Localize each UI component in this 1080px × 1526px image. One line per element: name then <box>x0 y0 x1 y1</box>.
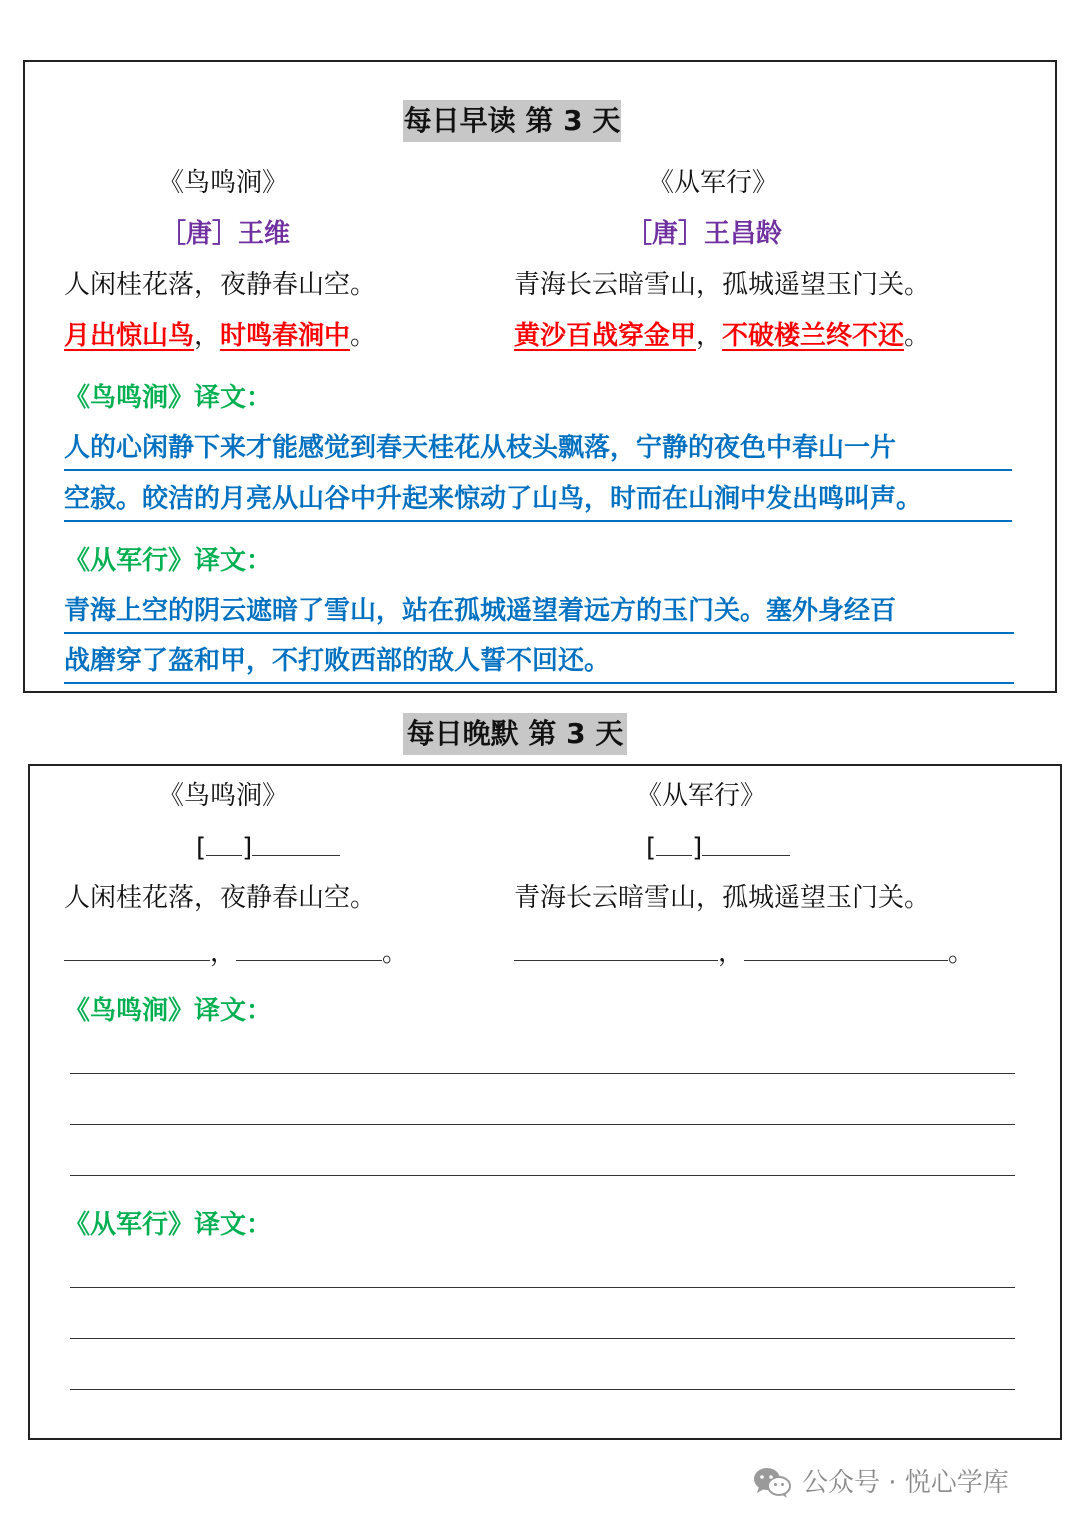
evening-poem1-translation-label: 《鸟鸣涧》译文： <box>64 996 273 1026</box>
evening-poem1-author-blank[interactable] <box>196 829 340 866</box>
writing-line[interactable] <box>70 1124 1015 1125</box>
period: 。 <box>382 938 409 968</box>
poem2-author: ［唐］王昌龄 <box>626 219 783 249</box>
poem2-line1: 青海长云暗雪山，孤城遥望玉门关。 <box>514 270 931 300</box>
evening-poem1-title: 《鸟鸣涧》 <box>158 781 289 811</box>
watermark <box>752 1463 1009 1503</box>
bracket-close: ] <box>242 833 253 863</box>
poem2-translation-line2: 战磨穿了盔和甲，不打败西部的敌人誓不回还。 <box>64 643 1014 684</box>
poem1-line2-sep: ， <box>194 321 221 351</box>
evening-poem2-line2-blanks[interactable] <box>514 934 974 971</box>
bracket-open: [ <box>196 833 207 863</box>
poem2-line2-part-b: 不破楼兰终不还 <box>722 321 905 351</box>
fill-blank-1[interactable] <box>514 934 718 961</box>
dynasty-blank[interactable] <box>656 829 692 856</box>
poem1-translation-label: 《鸟鸣涧》译文： <box>64 383 273 413</box>
poem1-translation-line2: 空寂。皎洁的月亮从山谷中升起来惊动了山鸟，时而在山涧中发出鸣叫声。 <box>64 481 1012 522</box>
poem2-line2-sep: ， <box>696 321 723 351</box>
writing-line[interactable] <box>70 1338 1015 1339</box>
poem1-line2-part-a: 月出惊山鸟 <box>64 321 195 351</box>
evening-poem2-line1: 青海长云暗雪山，孤城遥望玉门关。 <box>514 883 931 913</box>
evening-poem2-author-blank[interactable] <box>646 829 790 866</box>
poem2-line2-end: 。 <box>904 321 931 351</box>
wechat-icon <box>752 1466 792 1500</box>
poem2-line2-part-a: 黄沙百战穿金甲 <box>514 321 697 351</box>
author-name-blank[interactable] <box>252 829 340 856</box>
fill-blank-2[interactable] <box>744 934 948 961</box>
dynasty-blank[interactable] <box>206 829 242 856</box>
author-name-blank[interactable] <box>702 829 790 856</box>
poem1-line2-part-b: 时鸣春涧中 <box>220 321 351 351</box>
poem1-line2-end: 。 <box>350 321 377 351</box>
poem2-title: 《从军行》 <box>648 168 779 198</box>
fill-blank-1[interactable] <box>64 934 210 961</box>
bracket-open: [ <box>646 833 657 863</box>
poem1-author: ［唐］王维 <box>160 219 291 249</box>
poem1-translation-line1: 人的心闲静下来才能感觉到春天桂花从枝头飘落，宁静的夜色中春山一片 <box>64 430 1012 471</box>
period: 。 <box>948 938 975 968</box>
evening-poem1-line2-blanks[interactable] <box>64 934 408 971</box>
evening-poem1-line1: 人闲桂花落，夜静春山空。 <box>64 883 377 913</box>
comma: ， <box>210 938 237 968</box>
watermark-text: 公众号 · 悦心学库 <box>802 1468 1009 1498</box>
writing-line[interactable] <box>70 1175 1015 1176</box>
evening-poem2-translation-label: 《从军行》译文： <box>64 1210 273 1240</box>
writing-line[interactable] <box>70 1073 1015 1074</box>
fill-blank-2[interactable] <box>236 934 382 961</box>
writing-line[interactable] <box>70 1389 1015 1390</box>
evening-banner: 每日晚默 第 3 天 <box>403 713 627 755</box>
bracket-close: ] <box>692 833 703 863</box>
writing-line[interactable] <box>70 1287 1015 1288</box>
poem2-translation-label: 《从军行》译文： <box>64 546 273 576</box>
poem1-line2 <box>64 318 376 354</box>
poem2-line2 <box>514 318 930 354</box>
poem2-translation-line1: 青海上空的阴云遮暗了雪山，站在孤城遥望着远方的玉门关。塞外身经百 <box>64 593 1014 634</box>
poem1-line1: 人闲桂花落，夜静春山空。 <box>64 270 377 300</box>
evening-poem2-title: 《从军行》 <box>636 781 767 811</box>
morning-banner: 每日早读 第 3 天 <box>403 100 621 142</box>
comma: ， <box>718 938 745 968</box>
poem1-title: 《鸟鸣涧》 <box>158 168 289 198</box>
